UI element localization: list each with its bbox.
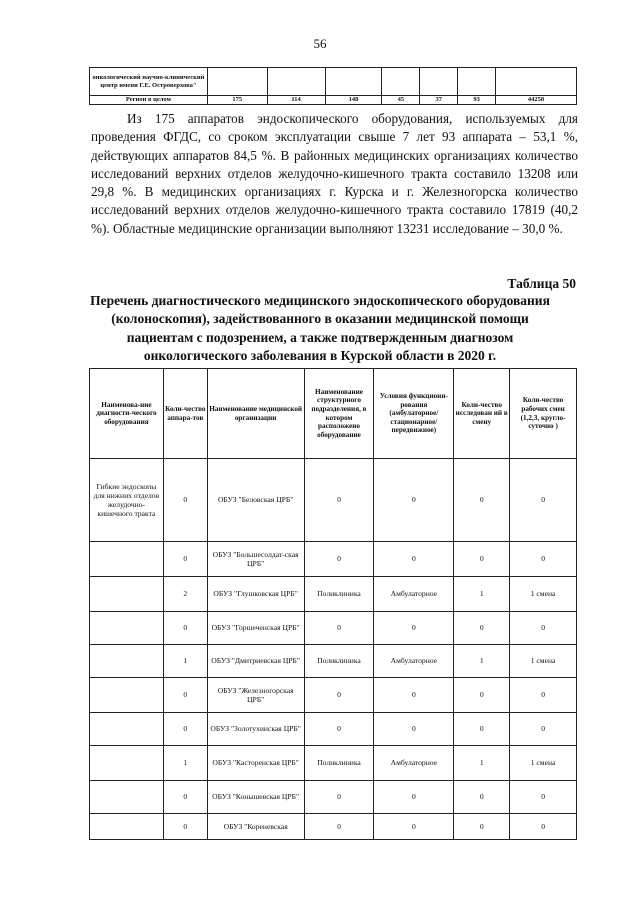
header-equipment: Наименова-ние диагности-ческого оборудования — [90, 369, 164, 459]
table-cell — [496, 68, 577, 96]
count-cell: 2 — [163, 577, 207, 612]
top-table-row — [90, 68, 577, 96]
table-row — [90, 781, 577, 814]
shifts-cell: 0 — [510, 542, 577, 577]
organization-cell: ОБУЗ "Касторенская ЦРБ" — [207, 746, 304, 781]
unit-cell: Поликлиника — [304, 577, 374, 612]
per-shift-cell: 1 — [454, 577, 510, 612]
header-unit: Наименование структурного подразделения, в котором расположено оборудование — [304, 369, 374, 459]
per-shift-cell: 0 — [454, 814, 510, 840]
table-row — [90, 746, 577, 781]
equipment-cell — [90, 542, 164, 577]
unit-cell: Поликлиника — [304, 746, 374, 781]
header-conditions: Условия функциони-рования (амбулаторное/ стационарное/ передвижное) — [374, 369, 454, 459]
equipment-cell — [90, 814, 164, 840]
header-per-shift: Коли-чество исследован ий в смену — [454, 369, 510, 459]
organization-cell: ОБУЗ "Беловская ЦРБ" — [207, 459, 304, 542]
shifts-cell: 0 — [510, 781, 577, 814]
organization-cell: ОБУЗ "Конышевская ЦРБ" — [207, 781, 304, 814]
header-shifts: Коли-чество рабочих смен (1,2,3, кругло-суточно ) — [510, 369, 577, 459]
count-cell: 0 — [163, 814, 207, 840]
conditions-cell: 0 — [374, 713, 454, 746]
table-cell — [207, 68, 267, 96]
count-cell: 0 — [163, 459, 207, 542]
unit-cell: 0 — [304, 678, 374, 713]
per-shift-cell: 0 — [454, 612, 510, 645]
conditions-cell: 0 — [374, 781, 454, 814]
unit-cell: 0 — [304, 459, 374, 542]
conditions-cell: Амбулаторное — [374, 746, 454, 781]
equipment-cell — [90, 746, 164, 781]
equipment-cell — [90, 645, 164, 678]
organization-cell: ОБУЗ "Большесолдат-ская ЦРБ" — [207, 542, 304, 577]
conditions-cell: 0 — [374, 814, 454, 840]
count-cell: 1 — [163, 746, 207, 781]
header-organization: Наименование медицинской организации — [207, 369, 304, 459]
region-value-cell: 175 — [207, 96, 267, 105]
count-cell: 0 — [163, 612, 207, 645]
top-table-org-cell: онкологический научно-клинический центр имени Г.Е. Островерхова" — [90, 68, 208, 96]
table-row — [90, 645, 577, 678]
region-value-cell: 44258 — [496, 96, 577, 105]
table-cell — [267, 68, 325, 96]
region-value-cell: 114 — [267, 96, 325, 105]
count-cell: 0 — [163, 678, 207, 713]
table-number: Таблица 50 — [507, 276, 576, 291]
per-shift-cell: 0 — [454, 713, 510, 746]
region-value-cell: 93 — [458, 96, 496, 105]
equipment-cell — [90, 577, 164, 612]
unit-cell: 0 — [304, 713, 374, 746]
body-paragraph: Из 175 аппаратов эндоскопического оборудования, используемых для проведения ФГДС, со сроком эксплуатации свыше 7 лет 93 аппарата – 53,1 %, действующих аппаратов 84,5 %. В районных медицинских организациях количество исследований верхних отделов желудочно-кишечного тракта составило 13208 или 29,8 %. В медицинских организациях г. Курска и г. Железногорска количество исследований верхних отделов желудочно-кишечного тракта составило 17819 (40,2 %). Областные медицинские организации выполняют 13231 исследование – 30,0 %. — [91, 111, 578, 236]
conditions-cell: 0 — [374, 459, 454, 542]
organization-cell: ОБУЗ "Золотухинская ЦРБ" — [207, 713, 304, 746]
per-shift-cell: 0 — [454, 678, 510, 713]
shifts-cell: 1 смена — [510, 746, 577, 781]
table-cell — [458, 68, 496, 96]
header-count: Коли-чество аппара-тов — [163, 369, 207, 459]
organization-cell: ОБУЗ "Кореневская — [207, 814, 304, 840]
unit-cell: Поликлиника — [304, 645, 374, 678]
equipment-cell: Гибкие эндоскопы для нижних отделов желудочно-кишечного тракта — [90, 459, 164, 542]
table-row — [90, 577, 577, 612]
table-title: Перечень диагностического медицинского эндоскопического оборудования (колоноскопия), задействованного в оказании медицинской помощи пациентам с подозрением, а также подтвержденным диагнозом онкологического заболевания в Курской области в 2020 г. — [90, 293, 550, 364]
table-row — [90, 542, 577, 577]
conditions-cell: 0 — [374, 612, 454, 645]
table-cell — [382, 68, 420, 96]
shifts-cell: 0 — [510, 459, 577, 542]
table-row — [90, 459, 577, 542]
per-shift-cell: 0 — [454, 459, 510, 542]
per-shift-cell: 0 — [454, 781, 510, 814]
table-cell — [325, 68, 382, 96]
equipment-cell — [90, 678, 164, 713]
organization-cell: ОБУЗ "Железногорская ЦРБ" — [207, 678, 304, 713]
conditions-cell: 0 — [374, 678, 454, 713]
per-shift-cell: 1 — [454, 645, 510, 678]
equipment-cell — [90, 612, 164, 645]
table-cell — [420, 68, 458, 96]
unit-cell: 0 — [304, 542, 374, 577]
conditions-cell: Амбулаторное — [374, 645, 454, 678]
table-row — [90, 678, 577, 713]
equipment-cell — [90, 713, 164, 746]
region-label-cell: Регион в целом — [90, 96, 208, 105]
region-value-cell: 45 — [382, 96, 420, 105]
equipment-table — [89, 368, 577, 840]
table-row — [90, 612, 577, 645]
organization-cell: ОБУЗ "Глушковская ЦРБ" — [207, 577, 304, 612]
organization-cell: ОБУЗ "Дмитриевская ЦРБ" — [207, 645, 304, 678]
per-shift-cell: 1 — [454, 746, 510, 781]
conditions-cell: Амбулаторное — [374, 577, 454, 612]
conditions-cell: 0 — [374, 542, 454, 577]
region-total-row — [90, 96, 577, 105]
per-shift-cell: 0 — [454, 542, 510, 577]
equipment-cell — [90, 781, 164, 814]
shifts-cell: 0 — [510, 814, 577, 840]
shifts-cell: 1 смена — [510, 577, 577, 612]
unit-cell: 0 — [304, 781, 374, 814]
shifts-cell: 1 смена — [510, 645, 577, 678]
organization-cell: ОБУЗ "Горшеченская ЦРБ" — [207, 612, 304, 645]
unit-cell: 0 — [304, 814, 374, 840]
shifts-cell: 0 — [510, 713, 577, 746]
table-row — [90, 713, 577, 746]
shifts-cell: 0 — [510, 612, 577, 645]
count-cell: 1 — [163, 645, 207, 678]
top-table — [89, 67, 577, 105]
table-header-row — [90, 369, 577, 459]
page-number: 56 — [313, 36, 327, 51]
region-value-cell: 37 — [420, 96, 458, 105]
count-cell: 0 — [163, 713, 207, 746]
count-cell: 0 — [163, 781, 207, 814]
unit-cell: 0 — [304, 612, 374, 645]
region-value-cell: 148 — [325, 96, 382, 105]
table-row — [90, 814, 577, 840]
shifts-cell: 0 — [510, 678, 577, 713]
count-cell: 0 — [163, 542, 207, 577]
